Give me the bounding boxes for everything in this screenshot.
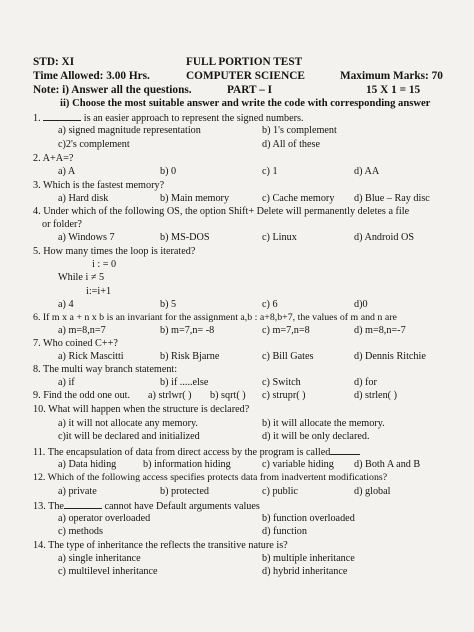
- option: c) methods: [58, 526, 103, 537]
- question-14: 14. The type of inheritance the reflects the transitive nature is?: [33, 540, 288, 551]
- option: d) Android OS: [354, 232, 414, 243]
- option: a) private: [58, 486, 97, 497]
- option: a) Windows 7: [58, 232, 115, 243]
- option: c) Linux: [262, 232, 297, 243]
- question-8: 8. The multi way branch statement:: [33, 364, 178, 375]
- option: b) it will allocate the memory.: [262, 418, 385, 429]
- part-label: PART – I: [227, 84, 273, 96]
- option: d) for: [354, 377, 377, 388]
- exam-title: FULL PORTION TEST: [186, 56, 303, 68]
- option: d) AA: [354, 166, 380, 177]
- question-text: 11. The encapsulation of data from direct access by the program is called: [33, 447, 331, 458]
- question-9: 9. Find the odd one out.: [33, 390, 131, 401]
- question-10: 10. What will happen when the structure is declared?: [33, 404, 250, 415]
- question-1: [33, 111, 304, 125]
- option: d) Dennis Ritchie: [354, 351, 426, 362]
- option: b) MS-DOS: [160, 232, 210, 243]
- question-3: 3. Which is the fastest memory?: [33, 180, 165, 191]
- answer-blank: [64, 499, 102, 509]
- question-12: 12. Which of the following access specifies protects data from inadvertent modifications?: [33, 472, 388, 483]
- option: b) sqrt( ): [210, 390, 246, 401]
- option: c) 6: [262, 299, 278, 310]
- option: c) Bill Gates: [262, 351, 314, 362]
- code-line: While i ≠ 5: [58, 272, 105, 283]
- answer-blank: [43, 111, 81, 121]
- option: c) m=7,n=8: [262, 325, 310, 336]
- question-11: [33, 445, 360, 459]
- option: b) function overloaded: [262, 513, 355, 524]
- option: c) public: [262, 486, 298, 497]
- option: a) 4: [58, 299, 74, 310]
- option: d) All of these: [262, 139, 321, 150]
- question-13: [33, 499, 260, 513]
- question-4: 4. Under which of the following OS, the option Shift+ Delete will permanently deletes a file: [33, 206, 410, 217]
- question-text: cannot have Default arguments values: [104, 501, 260, 512]
- option: a) if: [58, 377, 75, 388]
- option: d) Both A and B: [354, 459, 421, 470]
- option: d) strlen( ): [354, 390, 397, 401]
- question-6: 6. If m x a + n x b is an invariant for the assignment a,b : a+8,b+7, the values of m and n are: [33, 312, 397, 323]
- option: b) Risk Bjarne: [160, 351, 220, 362]
- option: a) m=8,n=7: [58, 325, 106, 336]
- option: a) strlwr( ): [148, 390, 192, 401]
- subject-title: COMPUTER SCIENCE: [186, 70, 305, 82]
- option: b) 5: [160, 299, 177, 310]
- option: b) protected: [160, 486, 209, 497]
- code-line: i : = 0: [92, 259, 117, 270]
- option: b) Main memory: [160, 193, 230, 204]
- option: b) multiple inheritance: [262, 553, 355, 564]
- option: a) Data hiding: [58, 459, 117, 470]
- option: d) global: [354, 486, 391, 497]
- code-line: i:=i+1: [86, 286, 112, 297]
- question-number: 1.: [33, 113, 41, 124]
- option: c) Cache memory: [262, 193, 335, 204]
- option: c) multilevel inheritance: [58, 566, 158, 577]
- question-4-cont: or folder?: [42, 219, 82, 230]
- option: c)it will be declared and initialized: [58, 431, 200, 442]
- max-marks: Maximum Marks: 70: [340, 70, 443, 82]
- time-allowed: Time Allowed: 3.00 Hrs.: [33, 70, 150, 82]
- question-7: 7. Who coined C++?: [33, 338, 118, 349]
- option: b) 0: [160, 166, 177, 177]
- option: d) Blue – Ray disc: [354, 193, 430, 204]
- option: d) hybrid inheritance: [262, 566, 348, 577]
- option: a) single inheritance: [58, 553, 141, 564]
- option: a) A: [58, 166, 76, 177]
- option: a) Hard disk: [58, 193, 109, 204]
- question-5: 5. How many times the loop is iterated?: [33, 246, 196, 257]
- option: c) strupr( ): [262, 390, 306, 401]
- option: b) 1's complement: [262, 125, 337, 136]
- option: b) information hiding: [143, 459, 231, 470]
- question-prefix: 13. The: [33, 501, 64, 512]
- instruction-line: ii) Choose the most suitable answer and write the code with corresponding answer: [60, 98, 431, 109]
- question-2: 2. A+A=?: [33, 153, 74, 164]
- question-text: is an easier approach to represent the signed numbers.: [83, 113, 304, 124]
- option: c) 1: [262, 166, 278, 177]
- option: c) variable hiding: [262, 459, 334, 470]
- option: a) signed magnitude representation: [58, 125, 201, 136]
- std-label: STD: XI: [33, 56, 75, 68]
- option: c) Switch: [262, 377, 301, 388]
- option: a) it will not allocate any memory.: [58, 418, 198, 429]
- option: d) function: [262, 526, 307, 537]
- option: b) m=7,n= -8: [160, 325, 215, 336]
- option: b) if .....else: [160, 377, 209, 388]
- option: c)2's complement: [58, 139, 130, 150]
- score-label: 15 X 1 = 15: [366, 84, 421, 96]
- option: a) Rick Mascitti: [58, 351, 124, 362]
- option: a) operator overloaded: [58, 513, 151, 524]
- option: d) it will be only declared.: [262, 431, 370, 442]
- answer-blank: [330, 445, 360, 455]
- note-line: Note: i) Answer all the questions.: [33, 84, 192, 96]
- option: d) m=8,n=-7: [354, 325, 406, 336]
- option: d)0: [354, 299, 368, 310]
